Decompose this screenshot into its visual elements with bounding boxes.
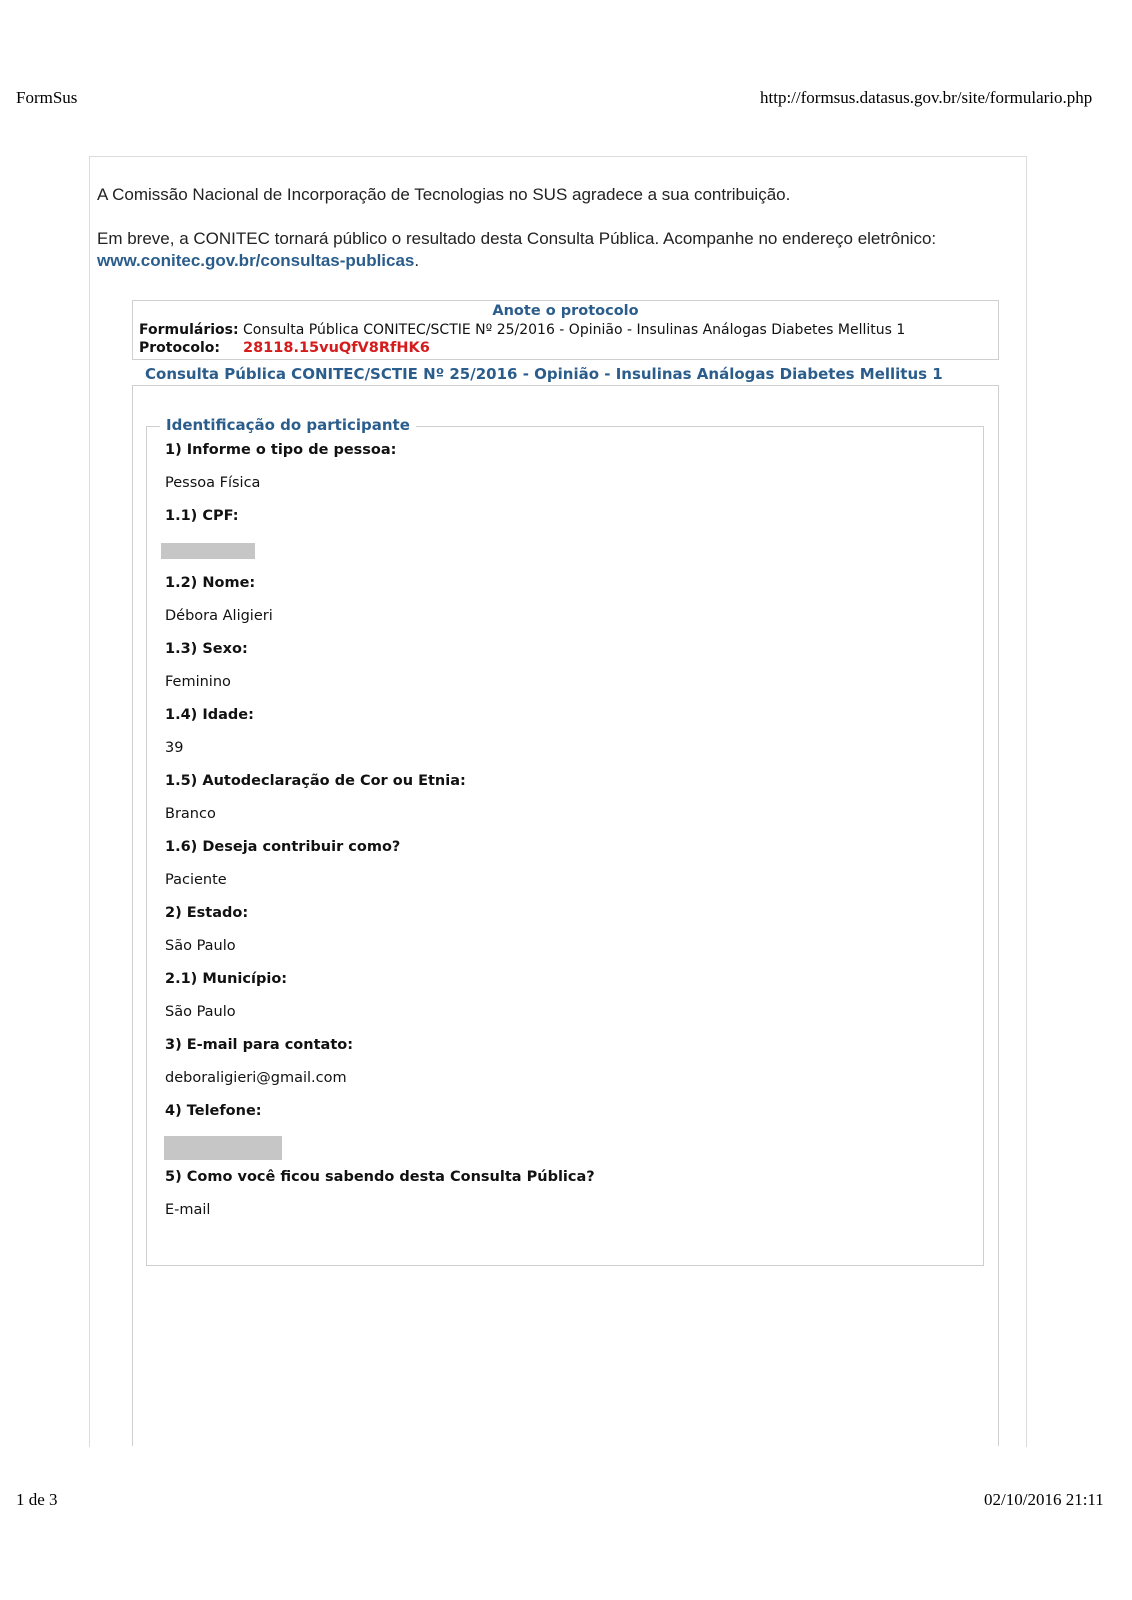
- question-label: 1.1) CPF:: [165, 508, 239, 524]
- question-answer: 39: [165, 740, 184, 756]
- question-label: 1.4) Idade:: [165, 707, 254, 723]
- question-answer: São Paulo: [165, 1004, 236, 1020]
- question-label: 2.1) Município:: [165, 971, 288, 987]
- forms-value: Consulta Pública CONITEC/SCTIE Nº 25/2016 - Opinião - Insulinas Análogas Diabetes Mellitus 1: [243, 322, 906, 338]
- question-answer: deboraligieri@gmail.com: [165, 1070, 347, 1086]
- question-label: 1.5) Autodeclaração de Cor ou Etnia:: [165, 773, 466, 789]
- redacted-phone: [164, 1136, 282, 1160]
- question-label: 1.6) Deseja contribuir como?: [165, 839, 401, 855]
- forms-row: [139, 322, 905, 338]
- question-answer: E-mail: [165, 1202, 211, 1218]
- question-label: 2) Estado:: [165, 905, 249, 921]
- question-label: 5) Como você ficou sabendo desta Consulta Pública?: [165, 1169, 595, 1185]
- protocol-box: [132, 300, 999, 360]
- question-answer: São Paulo: [165, 938, 236, 954]
- print-header-url: http://formsus.datasus.gov.br/site/formulario.php: [760, 88, 1093, 107]
- question-label: 1) Informe o tipo de pessoa:: [165, 442, 397, 458]
- question-answer: Feminino: [165, 674, 231, 690]
- forms-label: Formulários:: [139, 322, 239, 338]
- protocol-row: [139, 340, 430, 356]
- section-legend: Identificação do participante: [160, 416, 416, 434]
- question-label: 1.2) Nome:: [165, 575, 256, 591]
- print-footer-page: 1 de 3: [16, 1490, 58, 1509]
- thanks-message: A Comissão Nacional de Incorporação de Tecnologias no SUS agradece a sua contribuição.: [97, 185, 791, 204]
- question-label: 3) E-mail para contato:: [165, 1037, 354, 1053]
- protocol-title: Anote o protocolo: [492, 303, 639, 319]
- redacted-cpf: [161, 543, 255, 559]
- result-notice: [97, 228, 997, 272]
- question-label: 1.3) Sexo:: [165, 641, 248, 657]
- protocol-label: Protocolo:: [139, 340, 221, 356]
- link-period: .: [414, 251, 420, 270]
- form-title: Consulta Pública CONITEC/SCTIE Nº 25/2016 - Opinião - Insulinas Análogas Diabetes Mellitus 1: [145, 365, 943, 383]
- conitec-link[interactable]: www.conitec.gov.br/consultas-publicas: [97, 251, 415, 270]
- question-answer: Branco: [165, 806, 216, 822]
- protocol-number: 28118.15vuQfV8RfHK6: [243, 340, 430, 356]
- print-header-title: FormSus: [16, 88, 78, 107]
- question-label: 4) Telefone:: [165, 1103, 262, 1119]
- print-footer-datetime: 02/10/2016 21:11: [984, 1490, 1104, 1509]
- result-notice-text: Em breve, a CONITEC tornará público o resultado desta Consulta Pública. Acompanhe no endereço eletrônico:: [97, 229, 937, 248]
- question-answer: Paciente: [165, 872, 227, 888]
- question-answer: Débora Aligieri: [165, 608, 273, 624]
- question-answer: Pessoa Física: [165, 475, 261, 491]
